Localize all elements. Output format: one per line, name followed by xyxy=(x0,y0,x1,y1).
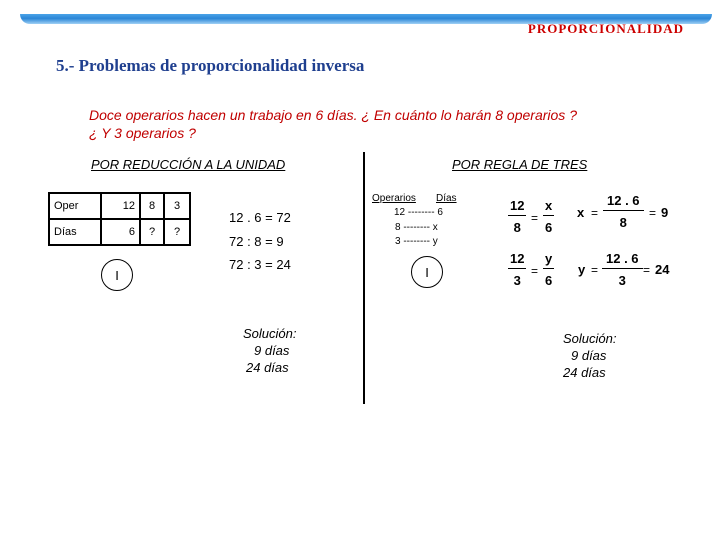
result: 24 xyxy=(655,262,670,277)
table-cell: ? xyxy=(164,219,190,245)
reduction-step: 12 . 6 = 72 xyxy=(229,210,291,225)
fraction-numerator: 12 xyxy=(510,198,525,213)
equals-sign: = xyxy=(643,263,651,277)
fraction-numerator: 12 . 6 xyxy=(606,251,639,266)
table-row xyxy=(49,219,190,245)
table-cell: Días xyxy=(49,219,101,245)
fraction-numerator: y xyxy=(545,251,553,266)
fraction-denominator: 8 xyxy=(619,215,627,230)
method-left-heading: POR REDUCCIÓN A LA UNIDAD xyxy=(91,157,286,172)
fraction-denominator: 3 xyxy=(618,273,626,288)
rule-header-operarios: Operarios xyxy=(372,193,416,204)
solution-right xyxy=(563,330,616,381)
fraction xyxy=(508,198,526,235)
variable: y xyxy=(578,262,586,277)
equals-sign: = xyxy=(531,264,539,278)
solution-left xyxy=(243,325,296,376)
solution-answer: 24 días xyxy=(563,365,606,380)
solution-answer: 9 días xyxy=(571,348,607,363)
inverse-marker-left: I xyxy=(101,259,133,291)
fraction-numerator: 12 xyxy=(510,251,525,266)
problem-line-1: Doce operarios hacen un trabajo en 6 días. ¿ En cuánto lo harán 8 operarios ? xyxy=(89,107,577,123)
fraction-numerator: x xyxy=(545,198,553,213)
table-cell: 3 xyxy=(164,193,190,219)
equals-sign: = xyxy=(649,206,657,220)
reduction-step: 72 : 8 = 9 xyxy=(229,234,284,249)
fraction-denominator: 6 xyxy=(545,273,553,288)
equals-sign: = xyxy=(531,211,539,225)
fraction-denominator: 6 xyxy=(545,220,553,235)
table-cell: 6 xyxy=(101,219,140,245)
fraction xyxy=(508,251,526,288)
equals-sign: = xyxy=(591,206,599,220)
result: 9 xyxy=(661,205,669,220)
page-title: 5.- Problemas de proporcionalidad inversa xyxy=(56,56,365,75)
fraction-denominator: 3 xyxy=(513,273,521,288)
rule-row: 12 -------- 6 xyxy=(394,207,443,218)
data-table xyxy=(48,192,191,246)
rule-header-dias: Días xyxy=(436,193,457,204)
fraction xyxy=(543,198,554,235)
solution-label: Solución: xyxy=(243,326,297,341)
problem-line-2: ¿ Y 3 operarios ? xyxy=(89,125,196,141)
fraction-denominator: 8 xyxy=(513,220,521,235)
brand-label: PROPORCIONALIDAD xyxy=(527,21,684,36)
fraction-numerator: 12 . 6 xyxy=(607,193,640,208)
solution-label: Solución: xyxy=(563,331,617,346)
inverse-marker-right: I xyxy=(411,256,443,288)
rule-row: 8 -------- x xyxy=(395,222,438,233)
table-cell: 8 xyxy=(140,193,164,219)
divider-line xyxy=(363,152,365,404)
method-right-heading: POR REGLA DE TRES xyxy=(452,157,588,172)
solution-answer: 24 días xyxy=(246,360,289,375)
fraction xyxy=(603,193,644,230)
reduction-step: 72 : 3 = 24 xyxy=(229,257,291,272)
table-cell: ? xyxy=(140,219,164,245)
fraction xyxy=(543,251,554,288)
table-cell: Oper xyxy=(49,193,101,219)
solution-answer: 9 días xyxy=(254,343,290,358)
problem-statement xyxy=(89,106,649,142)
variable: x xyxy=(577,205,585,220)
equals-sign: = xyxy=(591,263,599,277)
table-cell: 12 xyxy=(101,193,140,219)
table-row xyxy=(49,193,190,219)
rule-row: 3 -------- y xyxy=(395,236,438,247)
fraction xyxy=(602,251,643,288)
